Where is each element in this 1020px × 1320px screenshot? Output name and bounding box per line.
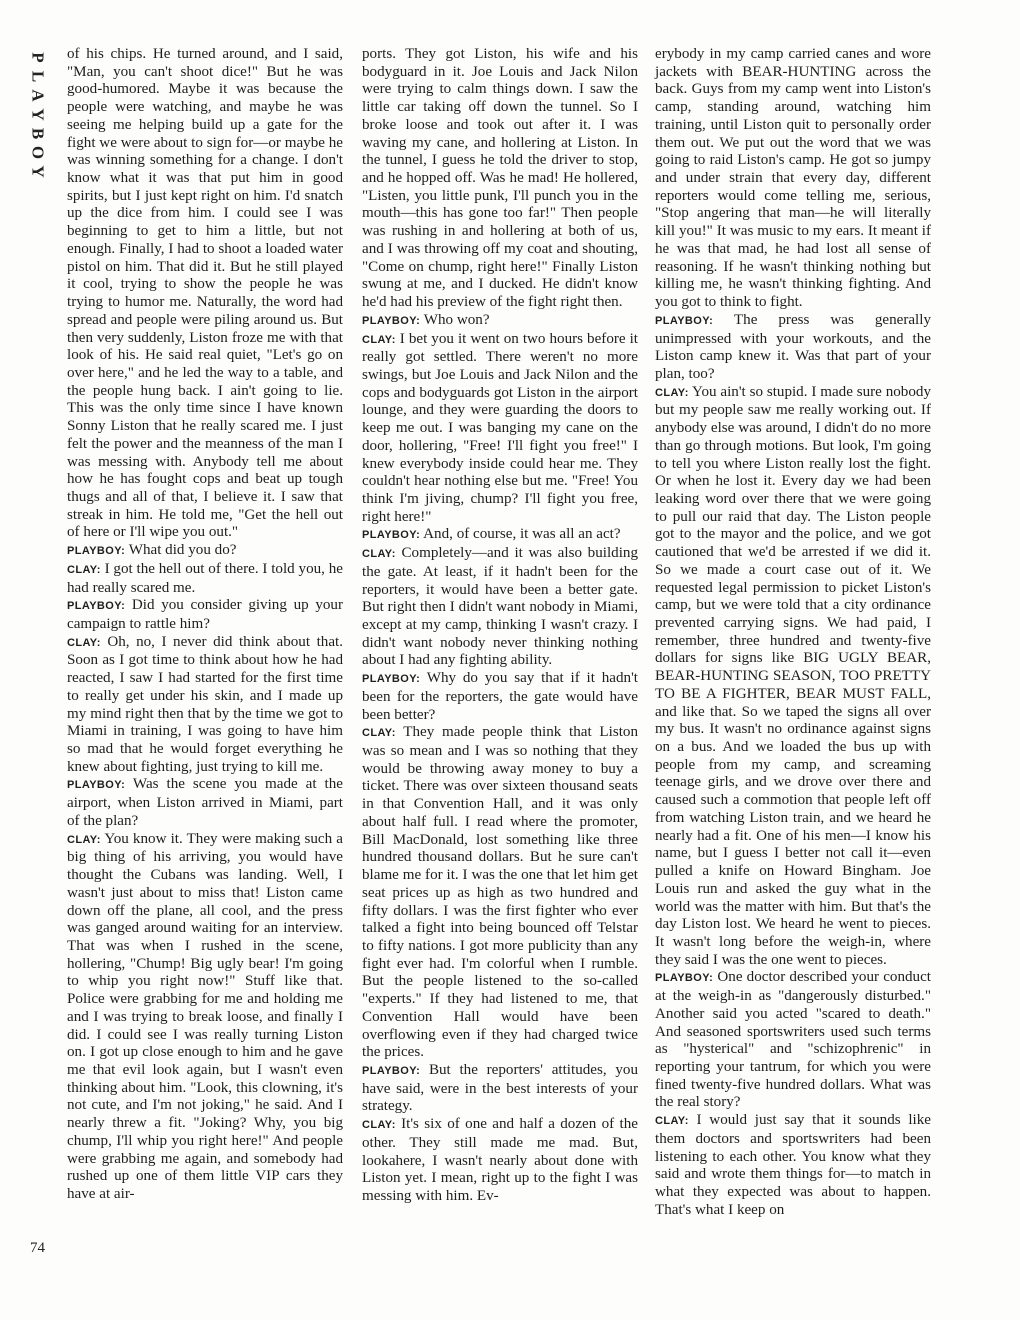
paragraph-text: Was the scene you made at the airport, when Liston arrived in Miami, part of the plan? bbox=[67, 776, 343, 829]
paragraph-text: It's six of one and half a dozen of the other. They still made me mad. But, lookahere, I wasn't nearly about done with Liston yet. I mean, right up to the fight I was messing with him. Ev- bbox=[362, 1116, 638, 1204]
paragraph-text: What did you do? bbox=[125, 542, 237, 559]
paragraph-text: And, of course, it was all an act? bbox=[420, 526, 621, 543]
speaker-label: PLAYBOY: bbox=[67, 545, 126, 558]
running-head-letter: Y bbox=[28, 108, 48, 121]
text-column-1 bbox=[67, 46, 343, 1204]
speaker-label: PLAYBOY: bbox=[67, 600, 126, 613]
speaker-label: PLAYBOY: bbox=[362, 673, 421, 686]
paragraph-text: You ain't so stupid. I made sure nobody but my people saw me really working out. If anybody else was around, I didn't do no more than go through motions. But look, I'm going to tell you where Liston really lost the fight. Or when he lost it. Every day we had been leaking word over there that we were going to pull our raid that day. The Liston people got to the mayor and the police, and we got cautioned that we'd be arrested if we did it. So we made a court case out of it. We requested legal permission to picket Liston's camp, but we were told that a city ordinance prevented carrying signs. We had paid, I remember, three hundred and twenty-five dollars for signs like BIG UGLY BEAR, BEAR-HUNTING SEASON, TOO PRETTY TO BE A FIGHTER, BEAR MUST FALL, and like that. So we taped the signs all over my bus. It wasn't no ordinance against signs on a bus. And we loaded the bus up with people from my camp, and screaming teenage girls, and we drove over there and caused such a commotion that people left off from watching Liston train, and we heard he nearly had a fit. One of his men—I know his name, but I guess I better not call it—even pulled a knife on Howard Bingham. Joe Louis run and asked the guy what in the world was the matter with him. But that's the day Liston lost. We heard he went to pieces. It wasn't long before the weigh-in, where they said I was the one went to pieces. bbox=[655, 383, 931, 968]
paragraph-text: Oh, no, I never did think about that. Soon as I got time to think about how he had reacted, I saw I had started for the first time to really get under his skin, and I made up my mind right then that by the time we got to Miami in training, I was going to have him so mad that he would forget everything he knew about fighting, just trying to kill me. bbox=[67, 633, 343, 775]
speaker-label: CLAY: bbox=[362, 548, 396, 561]
running-head-letter: P bbox=[28, 52, 48, 63]
paragraph-text: They made people think that Liston was so mean and I was so nothing that they would be throwing away money to buy a ticket. There was over sixteen thousand seats in that Convention Hall, and it was only about half full. I read where the promoter, Bill MacDonald, lost something like three hundred thousand dollars. But he sure can't blame me for it. I was the one that let him get seat prices up as high as two hundred and fifty dollars. I was the first fighter who ever talked a fight into being bounced off Telstar to fifty nations. I got more publicity than any fight ever had. I'm colorful when I rumble. But the people listened to the so-called "experts." If they had listened to me, that Convention Hall would have been overflowing even if they had charged twice the prices. bbox=[362, 724, 638, 1061]
interview-exchange bbox=[655, 969, 931, 1112]
running-head-letter: Y bbox=[28, 165, 48, 178]
interview-exchange bbox=[362, 670, 638, 724]
interview-exchange bbox=[362, 312, 638, 331]
interview-exchange bbox=[362, 1116, 638, 1206]
interview-exchange bbox=[67, 831, 343, 1204]
paragraph-text: I would just say that it sounds like them doctors and sportswriters had been listening to each other. You know what they said and wrote them things for—to match in what they expected was about to happen. That's what I keep on bbox=[655, 1112, 931, 1218]
interview-exchange bbox=[362, 331, 638, 527]
speaker-label: CLAY: bbox=[67, 833, 101, 846]
paragraph-text: Did you consider giving up your campaign to rattle him? bbox=[67, 597, 343, 632]
interview-exchange bbox=[655, 1112, 931, 1219]
paragraph-text: Completely—and it was also building the gate. At least, if it hadn't been for the reporters, it would have been a better gate. But right then I didn't want nobody in Miami, except at my camp, thinking I wasn't crazy. I didn't want nobody never thinking nothing about I had any fighting ability. bbox=[362, 545, 638, 669]
running-head-letter: B bbox=[28, 127, 48, 140]
text-column-2 bbox=[362, 46, 638, 1206]
speaker-label: PLAYBOY: bbox=[362, 529, 421, 542]
paragraph-text: ports. They got Liston, his wife and his bodyguard in it. Joe Louis and Jack Nilon were trying to calm things down. I saw the little car taking off down the tunnel. So I broke loose and took out after it. I was waving my cane, and hollering at Liston. In the tunnel, I guess he told the driver to stop, and he hopped off. Was he mad! He hollered, "Listen, you little punk, I'll punch you in the mouth—this has gone too far!" Then people was rushing in and hollering at both of us, and I was throwing off my coat and shouting, "Come on chump, right here!" Finally Liston swung at me, and I ducked. He didn't know he'd had his preview of the fight right then. bbox=[362, 46, 638, 311]
speaker-label: CLAY: bbox=[362, 1119, 396, 1132]
speaker-label: CLAY: bbox=[67, 636, 101, 649]
interview-exchange bbox=[362, 526, 638, 545]
speaker-label: CLAY: bbox=[362, 333, 396, 346]
running-head-letter: L bbox=[28, 70, 48, 83]
running-head-playboy bbox=[28, 48, 48, 178]
interview-exchange bbox=[67, 542, 343, 561]
paragraph-text: Why do you say that if it hadn't been for the reporters, the gate would have been better? bbox=[362, 670, 638, 723]
paragraph-text: erybody in my camp carried canes and wore jackets with BEAR-HUNTING across the back. Guys from my camp went into Liston's camp, standing around, watching him training, until Liston quit to personally order them out. We put out the word that we was going to raid Liston's camp. He got so jumpy and under strain that every day, different reporters would come telling me, serious, "Stop angering that man—he will literally kill you!" It was music to my ears. It meant if he was that mad, he had lost all sense of reasoning. If he wasn't thinking nothing but killing me, he wasn't thinking fighting. And you got to think to fight. bbox=[655, 46, 931, 311]
speaker-label: PLAYBOY: bbox=[362, 1064, 421, 1077]
continued-paragraph bbox=[655, 46, 931, 312]
speaker-label: PLAYBOY: bbox=[67, 779, 126, 792]
text-column-3 bbox=[655, 46, 931, 1219]
interview-exchange bbox=[67, 597, 343, 633]
running-head-letter: A bbox=[28, 89, 48, 102]
interview-exchange bbox=[362, 1062, 638, 1116]
speaker-label: CLAY: bbox=[67, 563, 101, 576]
interview-exchange bbox=[655, 384, 931, 970]
speaker-label: PLAYBOY: bbox=[655, 314, 714, 327]
speaker-label: CLAY: bbox=[655, 386, 689, 399]
interview-exchange bbox=[67, 634, 343, 777]
paragraph-text: The press was generally unimpressed with your workouts, and the Liston camp knew it. Was that part of your plan, too? bbox=[655, 311, 931, 382]
interview-exchange bbox=[362, 724, 638, 1062]
interview-exchange bbox=[67, 561, 343, 597]
running-head-letter: O bbox=[28, 145, 48, 160]
paragraph-text: of his chips. He turned around, and I said, "Man, you can't shoot dice!" But he was good-humored. Maybe it was because the people were watching, and maybe he was seeing me helping build up a gate for the fight we were about to sign for—or maybe he was winning something for a change. I don't know what it was that put him in good spirits, but I just kept right on him. I'd snatch up the dice from him. I could see I was beginning to get to him a little, but not enough. Finally, I had to shoot a loaded water pistol on him. That did it. But he still played it cool, trying to show the people he was trying to humor me. Naturally, the word had spread and people were piling around us. But then very suddenly, Liston froze me with that look of his. He said real quiet, "Let's go on over here," and he led the way to a table, and the people hung back. I ain't going to lie. This was the only time since I have known Sonny Liston that he really scared me. I just felt the power and the meanness of the man I was messing with. Anybody tell me about how he has fought cops and beat up tough thugs and all of that, I believe it. I saw that streak in him. He told me, "Get the hell out of here or I'll wipe you out." bbox=[67, 46, 343, 541]
interview-exchange bbox=[655, 312, 931, 384]
paragraph-text: But the reporters' attitudes, you have said, were in the best interests of your strategy. bbox=[362, 1061, 638, 1115]
paragraph-text: I got the hell out of there. I told you, he had really scared me. bbox=[67, 560, 343, 596]
speaker-label: CLAY: bbox=[655, 1115, 689, 1128]
continued-paragraph bbox=[67, 46, 343, 542]
paragraph-text: Who won? bbox=[420, 311, 490, 328]
speaker-label: CLAY: bbox=[362, 727, 396, 740]
paragraph-text: You know it. They were making such a big thing of his arriving, you would have thought the Cubans was landing. Well, I wasn't just about to miss that! Liston came down off the plane, all cool, and the press was ganged around waiting for an interview. That was when I rushed in the scene, hollering, "Chump! Big ugly bear! I'm going to whip you right now!" Stuff like that. Police were grabbing for me and holding me and I was trying to break loose, and finally I did. I could see I was really turning Liston on. I got up close enough to him and he gave me that evil look again, but I wasn't even thinking about him. "Look, this clowning, it's not cute, and I'm not joking," he said. And I nearly threw a fit. "Joking? Why, you big chump, I'll whip you right here!" And people were grabbing me again, and somebody had rushed up one of them little VIP cars they have at air- bbox=[67, 830, 343, 1202]
interview-exchange bbox=[67, 776, 343, 830]
paragraph-text: One doctor described your conduct at the weigh-in as "dangerously disturbed." Another said you acted "scared to death." And seasoned sportswriters used such terms as "hysterical" and "schizophrenic" in reporting your tantrum, for which you were fined twenty-five hundred dollars. What was the real story? bbox=[655, 969, 931, 1111]
paragraph-text: I bet you it went on two hours before it really got settled. There weren't no more swings, but Joe Louis and Jack Nilon and the cops and bodyguards got Liston in the airport lounge, and they were guarding the doors to keep me out. I was banging my cane on the door, hollering, "Free! I'll fight you free!" I knew everybody inside could hear me. They couldn't hear nothing else but me. "Free! You think I'm jiving, chump? I'll fight you free, right here!" bbox=[362, 330, 638, 525]
continued-paragraph bbox=[362, 46, 638, 312]
speaker-label: PLAYBOY: bbox=[362, 314, 421, 327]
interview-exchange bbox=[362, 545, 638, 670]
speaker-label: PLAYBOY: bbox=[655, 972, 714, 985]
page-number: 74 bbox=[30, 1240, 45, 1256]
